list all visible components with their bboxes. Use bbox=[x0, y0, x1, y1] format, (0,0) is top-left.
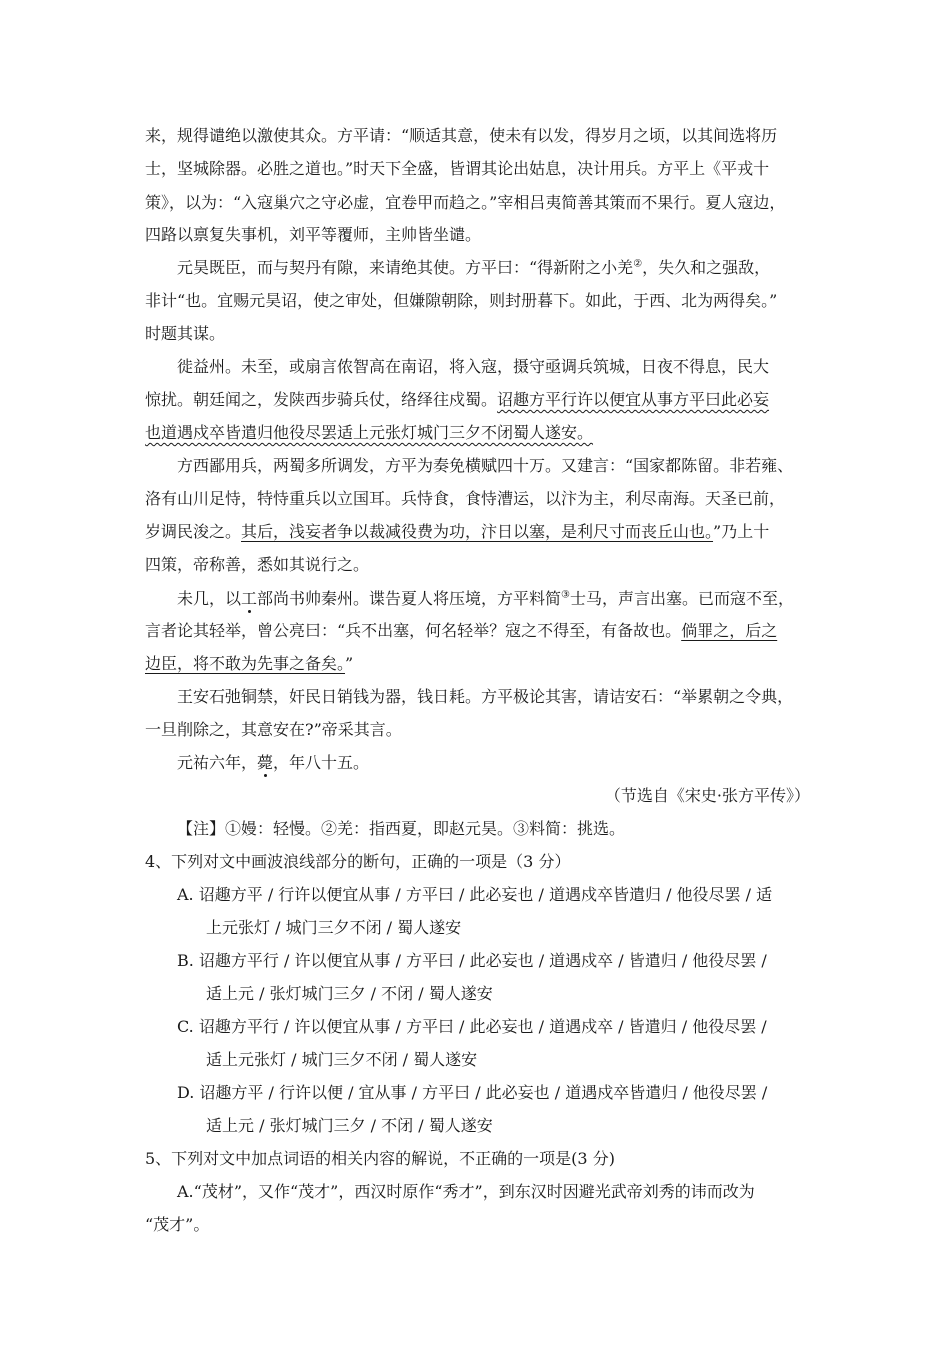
passage-line bbox=[177, 258, 842, 278]
wavy-underlined-text: 诏趣方平行许以便宜从事方平曰此必妄 bbox=[497, 390, 770, 409]
passage-text: ，失久和之强敌， bbox=[642, 258, 771, 277]
question-4-option-b-cont: 适上元 / 张灯城门三夕 / 不闭 / 蜀人遂安 bbox=[206, 984, 493, 1003]
passage-text: ，年八十五。 bbox=[273, 753, 370, 772]
question-4-option-d-cont: 适上元 / 张灯城门三夕 / 不闭 / 蜀人遂安 bbox=[206, 1116, 493, 1135]
passage-text: 士马，声言出塞。已而寇不至， bbox=[570, 589, 795, 608]
source-citation: （节选自《宋史·张方平传》） bbox=[604, 786, 810, 805]
underlined-text: 其后，浅妄者争以裁减役费为功，汴日以塞，是利尺寸而丧丘山也。 bbox=[241, 522, 714, 541]
underlined-text: 倘罪之，后之 bbox=[681, 621, 778, 640]
question-4-option-b: B. 诏趣方平行 / 许以便宜从事 / 方平曰 / 此必妄也 / 道遇戍卒 / 皆遣归 / 他役尽罢 / bbox=[177, 951, 767, 970]
passage-line bbox=[145, 522, 810, 542]
passage-text: ”乃上十 bbox=[713, 522, 770, 541]
passage-line: 四路以禀复失事机，刘平等覆师，主帅皆坐谴。 bbox=[145, 225, 482, 244]
question-4-stem: 4、下列对文中画波浪线部分的断句，正确的一项是（3 分） bbox=[145, 852, 571, 871]
dotted-word: 薨 bbox=[257, 753, 274, 772]
question-5-option-a: A.“茂材”，又作“茂才”，西汉时原作“秀才”，到东汉时因避光武帝刘秀的讳而改为 bbox=[177, 1182, 755, 1201]
passage-text: ” bbox=[345, 654, 354, 673]
question-4-option-a: A. 诏趣方平 / 行许以便宜从事 / 方平曰 / 此必妄也 / 道遇戍卒皆遣归 / 他役尽罢 / 适 bbox=[177, 885, 773, 904]
passage-text: 未几，以 bbox=[177, 589, 242, 608]
passage-line: 方西鄙用兵，两蜀多所调发，方平为奏免横赋四十万。又建言：“国家都陈留。非若雍、 bbox=[177, 456, 794, 475]
question-5-stem: 5、下列对文中加点词语的相关内容的解说，不正确的一项是(3 分) bbox=[145, 1149, 615, 1168]
passage-line: 时题其谋。 bbox=[145, 324, 226, 343]
passage-line: 策》，以为：“入寇巢穴之守必虚，宜卷甲而趋之。”宰相吕夷简善其策而不果行。夏人寇边， bbox=[145, 193, 786, 212]
passage-line: 洛有山川足恃，特恃重兵以立国耳。兵恃食，食恃漕运，以汴为主，利尽南海。天圣已前， bbox=[145, 489, 786, 508]
underlined-text: 边臣，将不敢为先事之备矣。 bbox=[145, 654, 346, 673]
passage-line: 非计“也。宜赐元昊诏，使之审处，但嫌隙朝除，则封册暮下。如此，于西、北为两得矣。” bbox=[145, 291, 778, 310]
footnotes: 【注】①嫚：轻慢。②羌：指西夏，即赵元昊。③料简：挑选。 bbox=[177, 819, 626, 838]
passage-text: 元祐六年， bbox=[177, 753, 258, 772]
passage-text: 元昊既臣，而与契丹有隙，来请绝其使。方平曰：“得新附之小羌 bbox=[177, 258, 634, 277]
passage-text: 惊扰。朝廷闻之，发陕西步骑兵仗，络绎往戍蜀。 bbox=[145, 390, 498, 409]
passage-line bbox=[145, 390, 810, 410]
passage-line: 士，坚城除器。必胜之道也。”时天下全盛，皆谓其论出姑息，决计用兵。方平上《平戎十 bbox=[145, 159, 770, 178]
passage-line: 来，规得谴绝以激使其众。方平请：“顺适其意，使未有以发，得岁月之顷，以其间选将历 bbox=[145, 126, 778, 145]
passage-line bbox=[145, 423, 810, 443]
passage-line: 徙益州。未至，或扇言侬智高在南诏，将入寇，摄守亟调兵筑城，日夜不得息，民大 bbox=[177, 357, 770, 376]
wavy-underlined-text: 也道遇戍卒皆遣归他役尽罢适上元张灯城门三夕不闭蜀人遂安。 bbox=[145, 423, 594, 442]
question-4-option-a-cont: 上元张灯 / 城门三夕不闭 / 蜀人遂安 bbox=[206, 918, 462, 937]
question-4-option-c-cont: 适上元张灯 / 城门三夕不闭 / 蜀人遂安 bbox=[206, 1050, 478, 1069]
footnote-marker: ③ bbox=[561, 589, 571, 601]
passage-text: 部尚书帅秦州。谍告夏人将压境，方平料简 bbox=[257, 589, 562, 608]
passage-text: 言者论其轻举，曾公亮曰：“兵不出塞，何名轻举？寇之不得至，有备故也。 bbox=[145, 621, 682, 640]
passage-line: 王安石弛铜禁，奸民日销钱为器，钱日耗。方平极论其害，请诘安石：“举累朝之令典， bbox=[177, 687, 794, 706]
passage-line bbox=[177, 589, 842, 609]
passage-line bbox=[145, 621, 810, 641]
passage-line: 四策，帝称善，悉如其说行之。 bbox=[145, 555, 370, 574]
dotted-word: 工 bbox=[241, 589, 258, 608]
question-4-option-c: C. 诏趣方平行 / 许以便宜从事 / 方平曰 / 此必妄也 / 道遇戍卒 / 皆遣归 / 他役尽罢 / bbox=[177, 1017, 767, 1036]
passage-line: 一旦削除之，其意安在?”帝采其言。 bbox=[145, 720, 402, 739]
passage-text: 岁调民浚之。 bbox=[145, 522, 242, 541]
footnote-marker: ② bbox=[633, 258, 643, 270]
passage-line bbox=[145, 654, 810, 674]
passage-line bbox=[177, 753, 842, 773]
question-4-option-d: D. 诏趣方平 / 行许以便 / 宜从事 / 方平曰 / 此必妄也 / 道遇戍卒皆遣归 / 他役尽罢 / bbox=[177, 1083, 768, 1102]
question-5-option-a-cont: “茂才”。 bbox=[145, 1215, 210, 1234]
